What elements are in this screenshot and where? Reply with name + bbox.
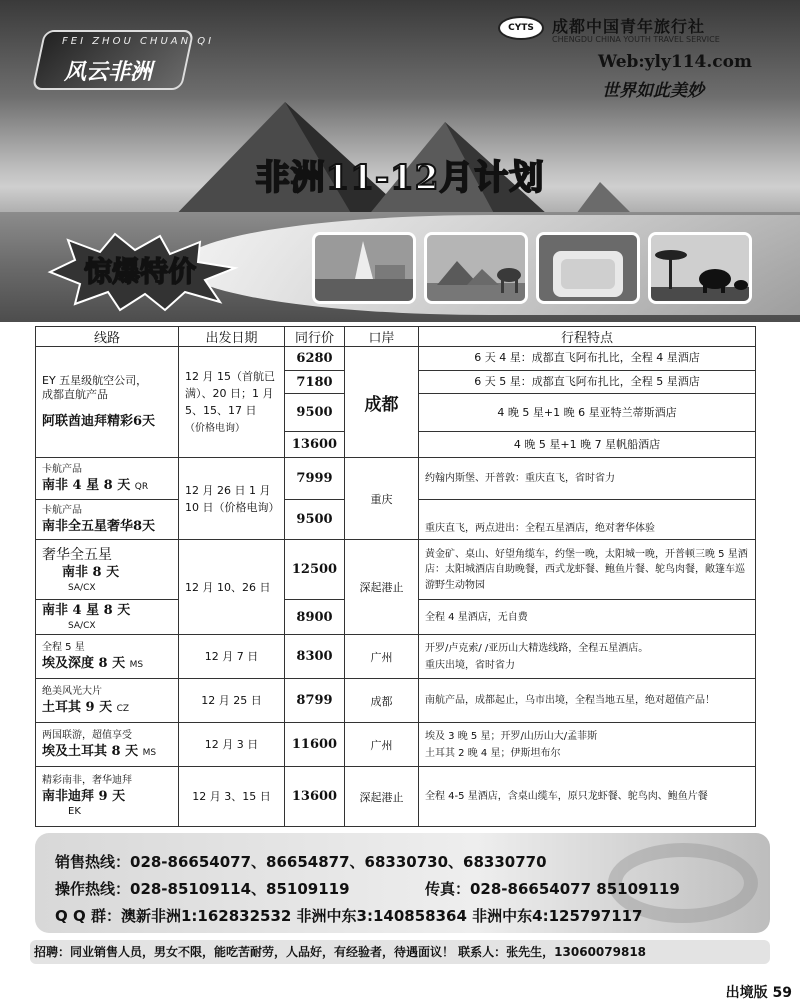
sales-hotline: 销售热线：028-86654077、86654877、68330730、68330770 — [55, 853, 547, 871]
burj-al-arab-photo — [312, 232, 416, 304]
feature-cell: 6 天 4 星：成都直飞阿布扎比，全程 4 星酒店 — [419, 347, 756, 371]
date-cell: 12 月 3、15 日 — [179, 767, 285, 827]
airline-code: EK — [68, 806, 81, 818]
price-cell: 8300 — [285, 635, 345, 679]
feature-line: 重庆出境，省时省力 — [425, 659, 515, 671]
route-name: 阿联酋迪拜精彩6天 — [42, 414, 156, 430]
feature-cell: 4 晚 5 星+1 晚 6 星亚特兰蒂斯酒店 — [419, 394, 756, 432]
route-desc: 全程 5 星 — [42, 642, 85, 654]
airline-code: MS — [142, 747, 157, 758]
header-route: 线路 — [36, 327, 179, 347]
table-row — [36, 458, 756, 500]
feature-cell: 约翰内斯堡、开普敦：重庆直飞，省时省力 — [419, 458, 756, 500]
price-cell: 13600 — [285, 432, 345, 458]
feature-cell — [419, 723, 756, 767]
airline-code: CZ — [116, 703, 130, 714]
routes-table — [35, 326, 756, 827]
page-title: 非洲11-12月计划 — [255, 158, 545, 198]
price-cell: 12500 — [285, 540, 345, 600]
feature-cell: 南航产品，成都起止，乌市出境，全程当地五星，绝对超值产品！ — [419, 679, 756, 723]
port-cell: 广州 — [345, 723, 419, 767]
route-name: 埃及深度 8 天 — [42, 655, 126, 671]
price-cell: 7999 — [285, 458, 345, 500]
date-text: 12 月 15（首航已满）、20 日；1 月 5、15、17 日 — [185, 369, 275, 417]
feature-cell: 全程 4-5 星酒店，含桌山缆车，原只龙虾餐、鸵鸟肉、鲍鱼片餐 — [419, 767, 756, 827]
operations-hotline: 操作热线：028-85109114、85109119 — [55, 880, 350, 898]
agency-logo-icon: CYTS — [498, 16, 544, 40]
route-desc: 卡航产品 — [42, 464, 82, 476]
route-cell — [36, 723, 179, 767]
port-cell: 深起港止 — [345, 540, 419, 635]
feature-line: 埃及 3 晚 5 星；开罗/山历山大/孟菲斯 — [425, 730, 598, 742]
date-cell: 12 月 25 日 — [179, 679, 285, 723]
page-number: 出境版 59 — [725, 985, 792, 1000]
price-cell: 9500 — [285, 394, 345, 432]
airline-code: SA/CX — [68, 583, 96, 594]
date-cell: 12 月 26 日 1 月 10 日（价格电询） — [179, 458, 285, 540]
table-row — [36, 723, 756, 767]
route-cell — [36, 458, 179, 500]
route-name: 南非 4 星 8 天 — [42, 603, 131, 619]
recruitment-notice: 招聘：同业销售人员，男女不限，能吃苦耐劳，人品好，有经验者，待遇面议！ 联系人：张先生，13060079818 — [30, 940, 770, 964]
route-desc: 成都直航产品 — [42, 388, 108, 402]
feature-cell: 4 晚 5 星+1 晚 7 星帆船酒店 — [419, 432, 756, 458]
elephant-savanna-photo — [648, 232, 752, 304]
date-cell: 12 月 7 日 — [179, 635, 285, 679]
header-features: 行程特点 — [419, 327, 756, 347]
price-cell: 9500 — [285, 500, 345, 540]
header-price: 同行价 — [285, 327, 345, 347]
date-cell: 12 月 3 日 — [179, 723, 285, 767]
fax-number: 传真：028-86654077 85109119 — [425, 880, 680, 898]
airline-code: QR — [134, 481, 149, 492]
port-cell: 深起港止 — [345, 767, 419, 827]
route-name: 埃及土耳其 8 天 — [42, 743, 139, 759]
feature-line: 土耳其 2 晚 4 星；伊斯坦布尔 — [425, 747, 561, 759]
route-desc: 卡航产品 — [42, 505, 82, 517]
price-cell: 11600 — [285, 723, 345, 767]
port-cell: 成都 — [345, 347, 419, 458]
table-row — [36, 540, 756, 600]
agency-website[interactable]: Web:yly114.com — [598, 52, 752, 72]
bathtub-photo — [536, 232, 640, 304]
table-header-row — [36, 327, 756, 347]
route-desc: EY 五星级航空公司， — [42, 373, 148, 387]
promo-label: 惊爆特价 — [83, 255, 196, 288]
header-banner — [0, 0, 800, 322]
table-row — [36, 347, 756, 371]
table-row — [36, 679, 756, 723]
route-name: 南非 8 天 — [62, 565, 120, 581]
route-name: 南非迪拜 9 天 — [42, 788, 126, 804]
route-cell — [36, 679, 179, 723]
feature-line: 开罗/卢克索/ /亚历山大精选线路，全程五星酒店。 — [425, 642, 649, 654]
route-name: 南非 4 星 8 天 — [42, 477, 131, 493]
date-cell: 12 月 10、26 日 — [179, 540, 285, 635]
port-cell: 重庆 — [345, 458, 419, 540]
contact-panel — [35, 833, 770, 933]
price-cell: 6280 — [285, 347, 345, 371]
route-name: 南非全五星奢华8天 — [42, 518, 156, 534]
header-port: 口岸 — [345, 327, 419, 347]
header-date: 出发日期 — [179, 327, 285, 347]
date-cell — [179, 347, 285, 458]
feature-cell: 黄金矿、桌山、好望角缆车，约堡一晚，太阳城一晚，开普顿三晚 5 星酒店：太阳城酒店自助晚餐，西式龙虾餐、鲍鱼片餐、鸵鸟肉餐，敞篷车巡游野生动物园 — [419, 540, 756, 600]
route-cell — [36, 540, 179, 600]
airline-code: SA/CX — [68, 620, 96, 631]
table-row — [36, 635, 756, 679]
route-cell — [36, 767, 179, 827]
port-cell: 成都 — [345, 679, 419, 723]
logo-title: 风云非洲 — [64, 60, 153, 85]
route-cell — [36, 600, 179, 635]
airline-code: MS — [129, 659, 144, 670]
price-cell: 13600 — [285, 767, 345, 827]
feature-cell: 全程 4 星酒店，无自费 — [419, 600, 756, 635]
route-desc: 绝美风光大片 — [42, 686, 102, 698]
route-desc: 精彩南非，奢华迪拜 — [42, 775, 132, 787]
agency-name: 成都中国青年旅行社 — [552, 17, 706, 36]
route-cell — [36, 500, 179, 540]
logo-subtitle: FEI ZHOU CHUAN QI — [62, 36, 215, 47]
price-cell: 8799 — [285, 679, 345, 723]
pyramid-camel-photo — [424, 232, 528, 304]
agency-name-en: CHENGDU CHINA YOUTH TRAVEL SERVICE — [552, 35, 720, 44]
agency-slogan: 世界如此美妙 — [602, 81, 704, 101]
qq-groups: Q Q 群：澳新非洲1:162832532 非洲中东3:140858364 非洲中东4:125797117 — [55, 907, 643, 925]
agency-block — [498, 12, 760, 102]
table-row — [36, 767, 756, 827]
price-cell: 7180 — [285, 370, 345, 394]
route-desc: 奢华全五星 — [42, 546, 112, 563]
route-name: 土耳其 9 天 — [42, 699, 113, 715]
route-cell — [36, 635, 179, 679]
price-note: （价格电询） — [185, 423, 245, 434]
feature-cell: 6 天 5 星：成都直飞阿布扎比，全程 5 星酒店 — [419, 370, 756, 394]
port-cell: 广州 — [345, 635, 419, 679]
route-cell — [36, 347, 179, 458]
route-desc: 两国联游，超值享受 — [42, 730, 132, 742]
price-cell: 8900 — [285, 600, 345, 635]
feature-cell: 重庆直飞，两点进出：全程五星酒店，绝对奢华体验 — [419, 500, 756, 540]
feature-cell — [419, 635, 756, 679]
